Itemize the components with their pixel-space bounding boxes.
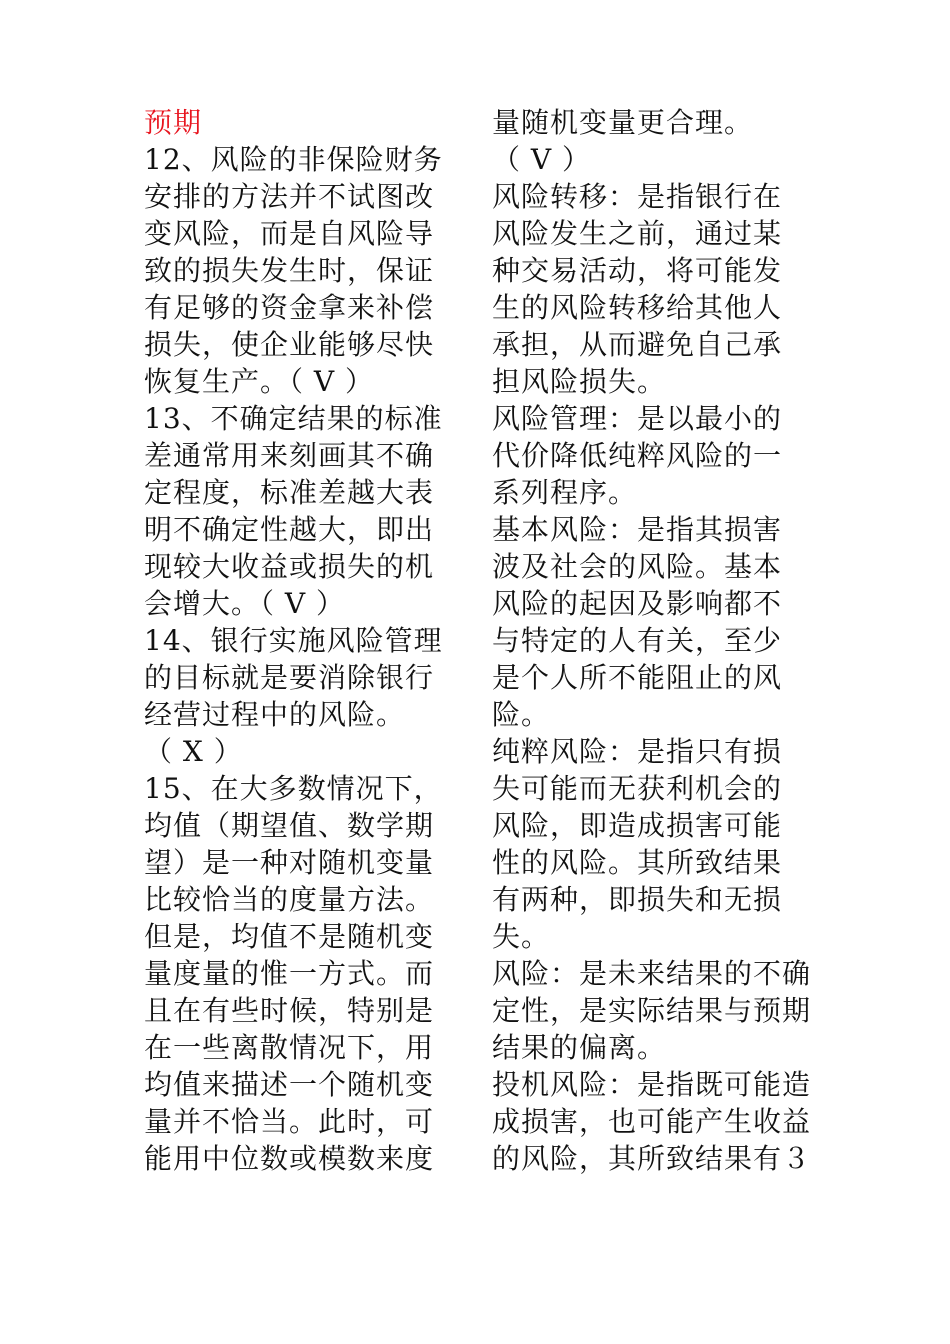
text-line: 12、风险的非保险财务 — [144, 143, 443, 176]
text-line: 是个人所不能阻止的风 — [492, 661, 783, 694]
right-text-column — [492, 104, 812, 1177]
text-line: 但是，均值不是随机变 — [144, 920, 435, 953]
text-line: 恢复生产。（ V ） — [144, 365, 375, 398]
text-line: 种交易活动，将可能发 — [492, 254, 783, 287]
text-line: （ V ） — [492, 143, 592, 176]
text-line: 险。 — [492, 698, 551, 731]
text-line: 量并不恰当。此时，可 — [144, 1105, 435, 1138]
text-line-highlighted: 预期 — [144, 106, 203, 139]
text-line: 致的损失发生时，保证 — [144, 254, 435, 287]
text-line: 风险转移：是指银行在 — [492, 180, 783, 213]
text-line: 基本风险：是指其损害 — [492, 513, 783, 546]
text-line: 量度量的惟一方式。而 — [144, 957, 435, 990]
text-line: 安排的方法并不试图改 — [144, 180, 435, 213]
text-line: 承担，从而避免自己承 — [492, 328, 783, 361]
text-line: 量随机变量更合理。 — [492, 106, 754, 139]
text-line: 在一些离散情况下，用 — [144, 1031, 435, 1064]
text-line: 失可能而无获利机会的 — [492, 772, 783, 805]
text-line: 成损害，也可能产生收益 — [492, 1105, 812, 1138]
text-line: 生的风险转移给其他人 — [492, 291, 783, 324]
text-line: 投机风险：是指既可能造 — [492, 1068, 812, 1101]
text-line: 15、在大多数情况下， — [144, 772, 443, 805]
text-line: 14、银行实施风险管理 — [144, 624, 443, 657]
text-line: 均值来描述一个随机变 — [144, 1068, 435, 1101]
text-line: 望）是一种对随机变量 — [144, 846, 435, 879]
text-line: 系列程序。 — [492, 476, 638, 509]
text-line: 风险发生之前，通过某 — [492, 217, 783, 250]
text-line: 定性，是实际结果与预期 — [492, 994, 812, 1027]
text-line: 的目标就是要消除银行 — [144, 661, 435, 694]
text-line: （ X ） — [144, 735, 243, 768]
text-line: 担风险损失。 — [492, 365, 667, 398]
text-line: 定程度，标准差越大表 — [144, 476, 435, 509]
text-line: 结果的偏离。 — [492, 1031, 667, 1064]
left-text-column — [144, 104, 460, 1177]
text-line: 有两种，即损失和无损 — [492, 883, 783, 916]
text-line: 风险的起因及影响都不 — [492, 587, 783, 620]
text-line: 均值（期望值、数学期 — [144, 809, 435, 842]
text-line: 风险，即造成损害可能 — [492, 809, 783, 842]
text-line: 明不确定性越大，即出 — [144, 513, 435, 546]
text-line: 比较恰当的度量方法。 — [144, 883, 435, 916]
text-line: 会增大。（ V ） — [144, 587, 346, 620]
text-line: 13、不确定结果的标准 — [144, 402, 443, 435]
text-line: 代价降低纯粹风险的一 — [492, 439, 783, 472]
text-line: 纯粹风险：是指只有损 — [492, 735, 783, 768]
text-line: 失。 — [492, 920, 551, 953]
text-line: 有足够的资金拿来补偿 — [144, 291, 435, 324]
text-line: 与特定的人有关，至少 — [492, 624, 783, 657]
text-line: 且在有些时候，特别是 — [144, 994, 435, 1027]
text-line: 经营过程中的风险。 — [144, 698, 406, 731]
text-line: 风险管理：是以最小的 — [492, 402, 783, 435]
text-line: 损失，使企业能够尽快 — [144, 328, 435, 361]
text-line: 的风险，其所致结果有３ — [492, 1142, 812, 1175]
text-line: 风险：是未来结果的不确 — [492, 957, 812, 990]
text-line: 能用中位数或模数来度 — [144, 1142, 435, 1175]
text-line: 性的风险。其所致结果 — [492, 846, 783, 879]
text-line: 差通常用来刻画其不确 — [144, 439, 435, 472]
text-line: 波及社会的风险。基本 — [492, 550, 783, 583]
text-line: 现较大收益或损失的机 — [144, 550, 435, 583]
text-line: 变风险，而是自风险导 — [144, 217, 435, 250]
